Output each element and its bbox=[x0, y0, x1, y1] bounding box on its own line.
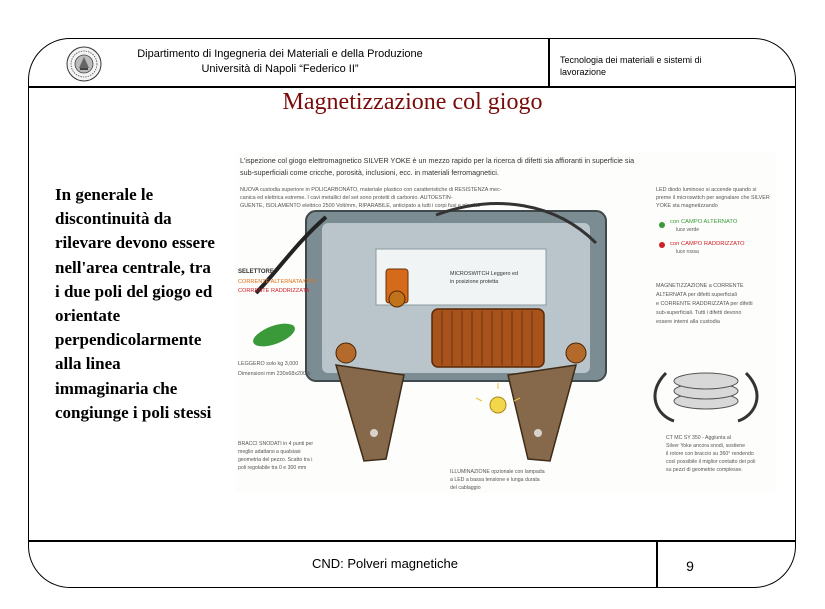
selettore-line-2: CORRENTE RADDRIZZATA bbox=[238, 288, 310, 294]
department-header bbox=[112, 47, 448, 77]
magnetizzazione-line: MAGNETIZZAZIONE a CORRENTE bbox=[656, 283, 744, 289]
footer-divider bbox=[656, 540, 658, 588]
bracci-line: poli regolabile tra 0 e 300 mm bbox=[238, 465, 307, 471]
course-line-2: lavorazione bbox=[560, 67, 607, 77]
ct-line: su pezzi di geometrie complesse. bbox=[666, 467, 743, 473]
bracci-line: BRACCI SNODATI in 4 punti per bbox=[238, 441, 314, 447]
ct-line: così possibile il miglior contatto dei poli bbox=[666, 459, 756, 465]
slide-title: Magnetizzazione col giogo bbox=[282, 89, 543, 115]
course-header bbox=[560, 54, 760, 78]
campo-raddrizzato-label: con CAMPO RADDRIZZATO bbox=[670, 241, 745, 247]
led-line: LED diodo luminoso si accende quando si bbox=[656, 187, 757, 193]
footer-topic: CND: Polveri magnetiche bbox=[312, 556, 458, 571]
header-rule bbox=[28, 86, 796, 88]
magnetizzazione-line: ALTERNATA per difetti superficiali bbox=[656, 292, 737, 298]
silver-yoke-figure bbox=[236, 153, 776, 493]
magnetizzazione-line: e CORRENTE RADDRIZZATA per difetti bbox=[656, 301, 753, 307]
figure-intro-line-2: sub-superficiali come cricche, porosità, inclusioni, ecc. in materiali ferromagnetici. bbox=[240, 168, 499, 177]
nuova-line: canica ed elettrica estreme. I cavi metallici del set sono protetti di carbonio. AUTOESTIN- bbox=[240, 195, 453, 201]
illuminazione-line: a LED a bassa tensione e lunga durata bbox=[450, 477, 540, 483]
leggero-label: LEGGERO solo kg 3,000 bbox=[238, 361, 299, 367]
ct-line: Silver Yoke ancora snodi, sostiene bbox=[666, 443, 746, 449]
illuminazione-line: ILLUMINAZIONE opzionale con lampada bbox=[450, 469, 545, 475]
bracci-line: meglio adattarsi a qualsiasi bbox=[238, 449, 301, 455]
led-line: YOKE sta magnetizzando bbox=[656, 203, 718, 209]
selettore-line-1: CORRENTE ALTERNATA/OFF/ bbox=[238, 279, 317, 285]
magnetizzazione-line: sub-superficiali. Tutti i difetti devono bbox=[656, 310, 742, 316]
university-seal-icon bbox=[66, 46, 102, 82]
microswitch-label: MICROSWITCH Leggero ed bbox=[450, 271, 519, 277]
department-line-1: Dipartimento di Ingegneria dei Materiali e della Produzione bbox=[137, 48, 423, 60]
department-line-2: Università di Napoli “Federico II” bbox=[201, 63, 359, 75]
ct-line: CT MC SY 350 - Aggiunta al bbox=[666, 435, 731, 441]
footer-rule bbox=[28, 540, 796, 542]
magnetizzazione-line: essere interni alla custodia bbox=[656, 319, 720, 325]
course-line-1: Tecnologia dei materiali e sistemi di bbox=[560, 55, 702, 65]
slide-body-text: In generale le discontinuità da rilevare devono essere nell'area centrale, tra i due poli del giogo ed orientate perpendicolarmente alla linea immaginaria che congiunge i poli stessi bbox=[55, 185, 215, 422]
selettore-title: SELETTORE: bbox=[238, 269, 276, 275]
ct-line: il rotore con braccio su 360° rendendo bbox=[666, 451, 754, 457]
campo-alternato-label: con CAMPO ALTERNATO bbox=[670, 219, 738, 225]
figure-intro-line-1: L'ispezione col giogo elettromagnetico SILVER YOKE è un mezzo rapido per la ricerca di difetti sia affioranti in superficie sia bbox=[240, 156, 635, 165]
illuminazione-line: del cablaggio bbox=[450, 485, 481, 491]
nuova-line: NUOVA custodia superiore in POLICARBONATO, materiale plastico con caratteristiche di RESISTENZA mec- bbox=[240, 187, 502, 193]
campo-alternato-sub: luce verde bbox=[676, 227, 700, 233]
microswitch-sub: in posizione protetta bbox=[450, 279, 499, 285]
nuova-line: GUENTE, ISOLAMENTO elettrico 2500 Volt/mm, RIPARABILE, anticipato a tutti i corpi fusi e plastici. bbox=[240, 203, 481, 209]
led-line: preme il microswitch per segnalare che SILVER bbox=[656, 195, 770, 201]
page-number: 9 bbox=[686, 558, 694, 574]
dimensioni-label: Dimensioni mm 230x68x200 h bbox=[238, 371, 311, 377]
campo-raddrizzato-sub: luce rossa bbox=[676, 249, 699, 255]
bracci-line: geometria del pezzo. Scatto tra i bbox=[238, 457, 313, 463]
header-divider bbox=[548, 38, 550, 86]
